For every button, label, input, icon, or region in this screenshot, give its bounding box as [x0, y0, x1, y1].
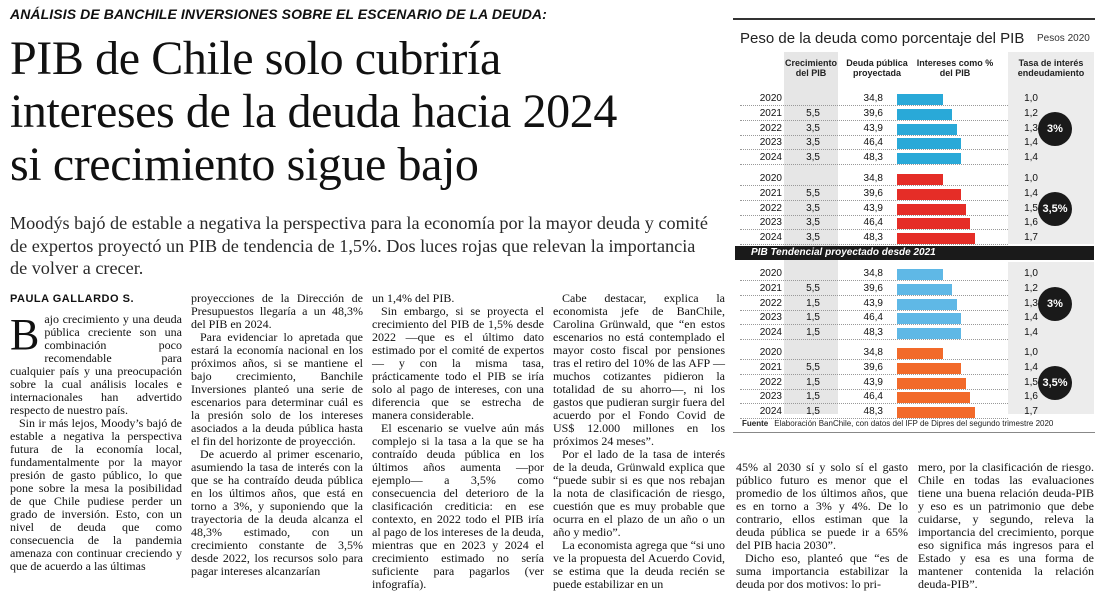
interest-cell: 1,4 [1024, 327, 1038, 339]
growth-cell: 1,5 [806, 327, 820, 339]
interest-bar [897, 284, 952, 295]
headline [10, 32, 730, 191]
debt-cell: 43,9 [863, 376, 883, 388]
growth-cell: 3,5 [806, 202, 820, 214]
paragraph: un 1,4% del PIB. [372, 291, 455, 305]
interest-bar [897, 94, 943, 105]
year-cell: 2020 [759, 173, 782, 184]
debt-cell: 43,9 [863, 122, 883, 134]
year-cell: 2024 [759, 152, 782, 164]
debt-cell: 48,3 [863, 327, 883, 339]
interest-bar [897, 218, 970, 229]
graphic-top-rule [733, 18, 1095, 20]
debt-cell: 34,8 [863, 268, 883, 279]
year-cell: 2023 [759, 391, 782, 403]
trend-gdp-band [735, 246, 1094, 260]
interest-bar [897, 189, 961, 200]
year-cell: 2021 [759, 361, 782, 373]
interest-bar [897, 204, 966, 215]
debt-cell: 46,4 [863, 137, 883, 149]
interest-cell: 1,7 [1024, 232, 1038, 244]
year-cell: 2022 [759, 122, 782, 134]
debt-cell: 48,3 [863, 232, 883, 244]
year-cell: 2024 [759, 232, 782, 244]
interest-cell: 1,4 [1024, 361, 1038, 373]
row-divider [740, 339, 1008, 340]
header-interest: Intereses como % del PIB [916, 58, 994, 78]
interest-bar [897, 392, 970, 403]
body-column-2 [191, 292, 363, 578]
paragraph: proyecciones de la Dirección de Presupuestos llegaría a un 48,3% del PIB en 2024. [191, 291, 363, 331]
interest-cell: 1,4 [1024, 312, 1038, 324]
growth-cell: 5,5 [806, 187, 820, 199]
graphic-bottom-rule [733, 432, 1095, 433]
interest-bar [897, 138, 961, 149]
interest-cell: 1,6 [1024, 391, 1038, 403]
debt-cell: 39,6 [863, 107, 883, 119]
headline-line: PIB de Chile solo cubriría [10, 32, 501, 85]
interest-cell: 1,2 [1024, 107, 1038, 119]
interest-bar [897, 269, 943, 280]
interest-bar [897, 348, 943, 359]
rate-badge: 3% [1038, 112, 1072, 146]
growth-cell: 1,5 [806, 297, 820, 309]
interest-cell: 1,3 [1024, 297, 1038, 309]
body-column-5 [736, 461, 908, 591]
kicker: ANÁLISIS DE BANCHILE INVERSIONES SOBRE EL ESCENARIO DE LA DEUDA: [10, 6, 547, 22]
growth-cell: 5,5 [806, 107, 820, 119]
paragraph: Dicho eso, planteó que “es de suma importancia estabilizar la deuda por dos motivos: lo pri- [736, 551, 908, 591]
paragraph: Sin ir más lejos, Moody’s bajó de estable a negativa la perspectiva futura de la economía local, fundamentalmente por la mayor presión de gasto público, lo que pone sobre la mesa la posibilidad de que Chile pudiese perder un grado de inversión. Esto, con un nivel de deuda que como consecuencia de la pandemia amenaza con continuar creciendo y que de acuerdo a las últimas [10, 416, 182, 573]
interest-cell: 1,4 [1024, 137, 1038, 149]
interest-cell: 1,5 [1024, 376, 1038, 388]
graphic-source [742, 419, 1053, 428]
year-cell: 2023 [759, 312, 782, 324]
header-growth: Crecimiento del PIB [784, 58, 837, 78]
interest-bar [897, 174, 943, 185]
paragraph: Por el lado de la tasa de interés de la deuda, Grünwald explica que “puede subir si es que nos rebajan la nota de clasificación de riesgo, cuestión que es muy probable que ocurra en el plazo de un año o un año y medio”. [553, 447, 725, 539]
interest-bar [897, 407, 975, 418]
interest-bar [897, 313, 961, 324]
debt-cell: 43,9 [863, 202, 883, 214]
growth-cell: 1,5 [806, 312, 820, 324]
interest-bar [897, 233, 975, 244]
debt-cell: 39,6 [863, 282, 883, 294]
debt-cell: 48,3 [863, 406, 883, 418]
growth-cell: 3,5 [806, 122, 820, 134]
interest-cell: 1,3 [1024, 122, 1038, 134]
year-cell: 2021 [759, 107, 782, 119]
growth-cell: 5,5 [806, 282, 820, 294]
debt-cell: 39,6 [863, 361, 883, 373]
table-row [740, 172, 1094, 186]
debt-cell: 48,3 [863, 152, 883, 164]
interest-bar [897, 299, 957, 310]
trend-gdp-band-label: PIB Tendencial proyectado desde 2021 [751, 247, 936, 258]
rate-badge: 3% [1038, 287, 1072, 321]
body-column-4 [553, 292, 725, 591]
interest-cell: 1,0 [1024, 173, 1038, 184]
interest-bar [897, 363, 961, 374]
year-cell: 2024 [759, 327, 782, 339]
year-cell: 2022 [759, 376, 782, 388]
interest-bar [897, 109, 952, 120]
growth-cell: 1,5 [806, 376, 820, 388]
growth-cell: 3,5 [806, 232, 820, 244]
table-row [740, 92, 1094, 106]
paragraph: Sin embargo, si se proyecta el crecimiento del PIB de 1,5% desde 2022 —que es el último dato estimado por el comité de expertos— y con la misma tasa, prácticamente todo el PIB se iría solo al pago de intereses, con una diferencia que se estrecha de manera considerable. [372, 304, 544, 422]
debt-cell: 46,4 [863, 391, 883, 403]
table-row [740, 346, 1094, 360]
year-cell: 2022 [759, 202, 782, 214]
interest-cell: 1,5 [1024, 202, 1038, 214]
drop-cap: B [10, 310, 40, 359]
interest-cell: 1,6 [1024, 217, 1038, 229]
table-row [740, 405, 1094, 419]
debt-cell: 46,4 [863, 312, 883, 324]
growth-cell: 3,5 [806, 137, 820, 149]
growth-cell: 1,5 [806, 391, 820, 403]
debt-cell: 34,8 [863, 93, 883, 104]
body-column-6 [918, 461, 1094, 591]
debt-cell: 46,4 [863, 217, 883, 229]
paragraph [10, 310, 182, 417]
year-cell: 2020 [759, 347, 782, 358]
year-cell: 2024 [759, 406, 782, 418]
growth-cell: 5,5 [806, 361, 820, 373]
year-cell: 2021 [759, 282, 782, 294]
source-label: Fuente [742, 419, 769, 428]
growth-cell: 3,5 [806, 152, 820, 164]
headline-line: intereses de la deuda hacia 2024 [10, 85, 617, 138]
interest-bar [897, 378, 966, 389]
header-rate: Tasa de interés endeudamiento [1017, 58, 1085, 78]
year-cell: 2020 [759, 93, 782, 104]
paragraph: La economista agrega que “si uno ve la propuesta del Acuerdo Covid, se estima que la deuda recién se puede estabilizar en un [553, 538, 725, 591]
paragraph: 45% al 2030 sí y solo sí el gasto público futuro es menor que el promedio de los últimos años, que es en torno a 3% y 4%. De lo contrario, ellos estiman que la deuda pública se puede ir a 65% del PIB hacia 2030”. [736, 460, 908, 552]
debt-cell: 39,6 [863, 187, 883, 199]
growth-cell: 3,5 [806, 217, 820, 229]
interest-bar [897, 153, 961, 164]
debt-cell: 34,8 [863, 347, 883, 358]
interest-cell: 1,4 [1024, 152, 1038, 164]
table-row [740, 326, 1094, 340]
body-column-1 [10, 310, 182, 573]
interest-cell: 1,0 [1024, 347, 1038, 358]
table-row [740, 231, 1094, 245]
rate-badge: 3,5% [1038, 192, 1072, 226]
interest-bar [897, 124, 957, 135]
paragraph: El escenario se vuelve aún más complejo si la tasa a la que se ha contraído deuda pública en los últimos años aumenta —por ejemplo— a 3,5% como consecuencia del deterioro de la clasificación crediticia: en ese contexto, en 2022 todo el PIB iría al pago de los intereses de la deuda, mientras que en 2023 y 2024 el crecimiento estimado no sería suficiente para pagarlos (ver infografía). [372, 421, 544, 591]
source-text: Elaboración BanChile, con datos del IFP de Dipres del segundo trimestre 2020 [774, 419, 1054, 428]
year-cell: 2023 [759, 137, 782, 149]
interest-bar [897, 328, 961, 339]
year-cell: 2021 [759, 187, 782, 199]
year-cell: 2023 [759, 217, 782, 229]
byline: PAULA GALLARDO S. [10, 293, 134, 305]
paragraph: De acuerdo al primer escenario, asumiendo la tasa de interés con la que se ha contraído deuda pública en los últimos años, que está en torno a 3%, y suponiendo que la trayectoria de la deuda alcanza el 48,3% estimado, con un crecimiento constante de 3,5% desde 2022, los recursos solo para pagar intereses alcanzarían [191, 447, 363, 578]
debt-cell: 43,9 [863, 297, 883, 309]
year-cell: 2020 [759, 268, 782, 279]
row-divider [740, 164, 1008, 165]
interest-cell: 1,0 [1024, 93, 1038, 104]
interest-cell: 1,0 [1024, 268, 1038, 279]
growth-cell: 1,5 [806, 406, 820, 418]
interest-cell: 1,7 [1024, 406, 1038, 418]
body-column-3 [372, 292, 544, 591]
graphic-units: Pesos 2020 [1037, 33, 1090, 44]
paragraph-text: ajo crecimiento y una deuda pública creciente son una combinación poco recomendable para cualquier país y una preocupación sobre la cual análisis locales e internacionales han advertido respecto de nuestro país. [10, 312, 182, 417]
table-row [740, 151, 1094, 165]
graphic-title: Peso de la deuda como porcentaje del PIB [740, 30, 1025, 47]
paragraph: Para evidenciar lo apretada que estará la economía nacional en los próximos años, si se mantiene el bajo crecimiento, Banchile Inversiones planteó una serie de escenarios para determinar cuál es la presión solo de los intereses asociados a la deuda pública hasta el fin del horizonte de proyección. [191, 330, 363, 448]
lede: Moodýs bajó de estable a negativa la perspectiva para la economía por la mayor deuda y comité de expertos proyectó un PIB de tendencia de 1,5%. Dos luces rojas que relevan la importancia de volver a crecer. [10, 213, 708, 278]
debt-cell: 34,8 [863, 173, 883, 184]
paragraph: mero, por la clasificación de riesgo. Chile en todas las evaluaciones tiene una buena relación deuda-PIB y eso es un patrimonio que debe cuidarse, y segundo, releva la importancia del crecimiento, porque eso significa más ingresos para el Estado y esa es una forma de mantener contenida la relación deuda-PIB”. [918, 460, 1094, 591]
paragraph: Cabe destacar, explica la economista jefe de BanChile, Carolina Grünwald, que “en estos escenarios no está contemplado el mayor costo fiscal por pensiones tras el retiro del 10% de las AFP —muchos cotizantes pidieron la totalidad de su ahorro—, ni los gastos que pudieran surgir fuera del acuerdo por el Fondo Covid de US$ 12.000 millones en los próximos 24 meses”. [553, 291, 725, 448]
year-cell: 2022 [759, 297, 782, 309]
row-divider [740, 244, 1008, 245]
header-debt: Deuda pública proyectada [846, 58, 908, 78]
table-row [740, 267, 1094, 281]
headline-line: si crecimiento sigue bajo [10, 138, 479, 191]
interest-cell: 1,4 [1024, 187, 1038, 199]
interest-cell: 1,2 [1024, 282, 1038, 294]
rate-badge: 3,5% [1038, 366, 1072, 400]
